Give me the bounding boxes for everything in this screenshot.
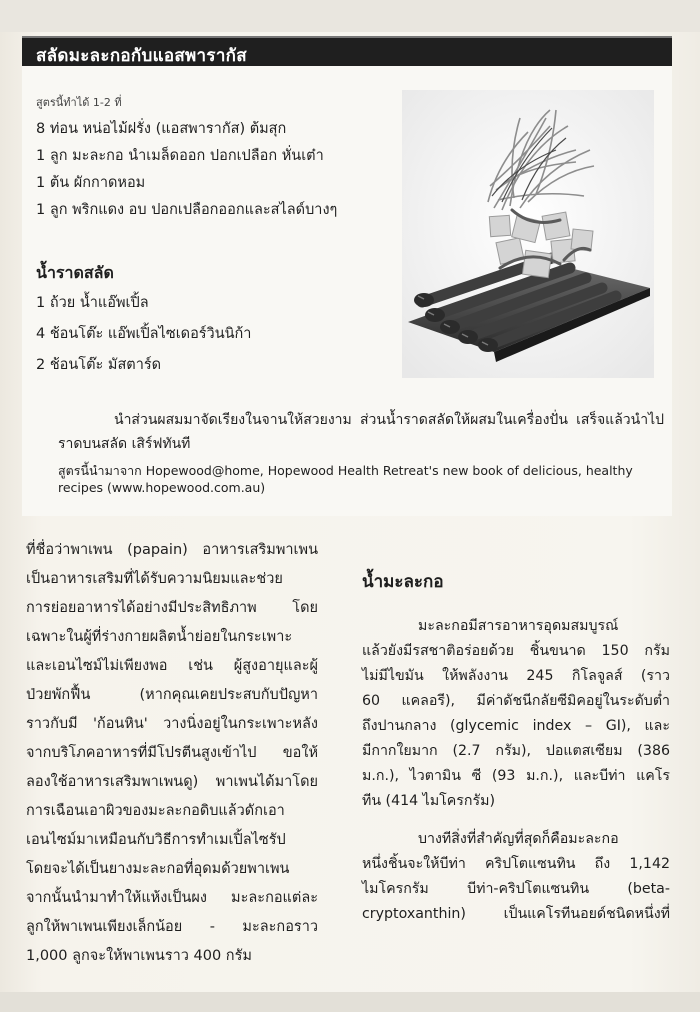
ingredient-item: 1 ลูก พริกแดง อบ ปอกเปลือกออกและสไลด์บางๆ xyxy=(36,202,338,218)
text-line: ลูกให้พาเพนเพียงเล็กน้อย - มะละกอราว xyxy=(26,919,318,935)
ingredient-item: 8 ท่อน หน่อไม้ฝรั่ง (แอสพารากัส) ต้มสุก xyxy=(36,121,287,137)
text-line: ม.ก.), ไวตามิน ซี (93 ม.ก.), และบีท่า แคโร xyxy=(362,768,670,784)
recipe-title-bar xyxy=(22,36,672,68)
text-line: ที่ชื่อว่าพาเพน (papain) อาหารเสริมพาเพน xyxy=(26,542,318,558)
text-line: ถึงปานกลาง (glycemic index – GI), และ xyxy=(362,718,670,734)
text-line: หนึ่งชิ้นจะให้บีท่า คริปโตแซนทิน ถึง 1,142 xyxy=(362,856,670,872)
text-line: และเอนไซม์ไม่เพียงพอ เช่น ผู้สูงอายุและผู้ xyxy=(26,658,318,674)
sauce-list xyxy=(36,288,251,381)
ingredient-item: 1 ลูก มะละกอ นำเมล็ดออก ปอกเปลือก หั่นเต๋า xyxy=(36,148,324,164)
text-line: แล้วยังมีรสชาติอร่อยด้วย ชิ้นขนาด 150 กรัม xyxy=(362,643,670,659)
text-line: cryptoxanthin) เป็นแคโรทีนอยด์ชนิดหนึ่งที่ xyxy=(362,906,670,922)
recipe-credit: สูตรนี้นำมาจาก Hopewood@home, Hopewood Health Retreat's new book of delicious, healthy recipes (www.hopewood.com.au) xyxy=(58,463,633,495)
sauce-item: 1 ถ้วย น้ำแอ๊พเปิ้ล xyxy=(36,295,149,311)
salad-illustration xyxy=(402,90,654,378)
text-line: จากบริโภคอาหารที่มีโปรตีนสูงเข้าไป ขอให้ xyxy=(26,745,318,761)
text-line: 60 แคลอรี), มีค่าดัชนีกลัยซีมิคอยู่ในระดับต่ำ xyxy=(362,693,670,709)
section-heading: น้ำมะละกอ xyxy=(362,572,444,592)
text-line: โดยจะได้เป็นยางมะละกอที่อุดมด้วยพาเพน xyxy=(26,861,290,877)
text-line: บางทีสิ่งที่สำคัญที่สุดก็คือมะละกอ xyxy=(418,831,619,847)
sauce-heading: น้ำราดสลัด xyxy=(36,263,114,282)
text-line: ลองใช้อาหารเสริมพาเพนดู) พาเพนได้มาโดย xyxy=(26,774,318,790)
recipe-yield: สูตรนี้ทำได้ 1-2 ที่ xyxy=(36,96,122,109)
recipe-box xyxy=(22,66,672,516)
sauce-item: 2 ช้อนโต๊ะ มัสตาร์ด xyxy=(36,357,162,373)
salad-photo xyxy=(402,90,654,378)
left-column xyxy=(26,536,318,971)
recipe-title: สลัดมะละกอกับแอสพารากัส xyxy=(36,46,247,66)
ingredient-item: 1 ต้น ผักกาดหอม xyxy=(36,175,146,191)
text-line: ไม่มีไขมัน ให้พลังงาน 245 กิโลจูลส์ (ราว xyxy=(362,668,670,684)
sauce-item: 4 ช้อนโต๊ะ แอ๊พเปิ้ลไซเดอร์วินนิก้า xyxy=(36,326,252,342)
text-line: มะละกอมีสารอาหารอุดมสมบูรณ์ xyxy=(418,618,619,634)
right-paragraphs xyxy=(362,614,670,927)
text-line: ป่วยพักฟื้น (หากคุณเคยประสบกับปัญหา xyxy=(26,687,318,703)
text-line: จากนั้นนำมาทำให้แห้งเป็นผง มะละกอแต่ละ xyxy=(26,890,318,906)
text-line: เป็นอาหารเสริมที่ได้รับความนิยมและช่วย xyxy=(26,571,283,587)
text-line: ไมโครกรัม บีท่า-คริปโตแซนทิน (beta- xyxy=(362,881,670,897)
article-body xyxy=(22,520,672,990)
method-text: นำส่วนผสมมาจัดเรียงในจานให้สวยงาม ส่วนน้ำราดสลัดให้ผสมในเครื่องปั่น เสร็จแล้วนำไปราดบนสลัด เสิร์ฟทันที xyxy=(58,412,664,452)
text-line: เอนไซม์มาเหมือนกับวิธีการทำเมเปิ้ลไซรัป xyxy=(26,832,286,848)
page-footer-strip xyxy=(0,992,700,1012)
previous-page-edge xyxy=(0,0,700,32)
text-line: ทีน (414 ไมโครกรัม) xyxy=(362,793,496,809)
text-line: มีกากใยมาก (2.7 กรัม), ปอแตสเซียม (386 xyxy=(362,743,670,759)
ingredient-list xyxy=(36,116,337,224)
text-line: ราวกับมี 'ก้อนหิน' วางนิ่งอยู่ในกระเพาะหลัง xyxy=(26,716,318,732)
text-line: การย่อยอาหารได้อย่างมีประสิทธิภาพ โดย xyxy=(26,600,318,616)
text-line: 1,000 ลูกจะให้พาเพนราว 400 กรัม xyxy=(26,948,252,964)
text-line: การเฉือนเอาผิวของมะละกอดิบแล้วดักเอา xyxy=(26,803,285,819)
text-line: เฉพาะในผู้ที่ร่างกายผลิตน้ำย่อยในกระเพาะ xyxy=(26,629,293,645)
